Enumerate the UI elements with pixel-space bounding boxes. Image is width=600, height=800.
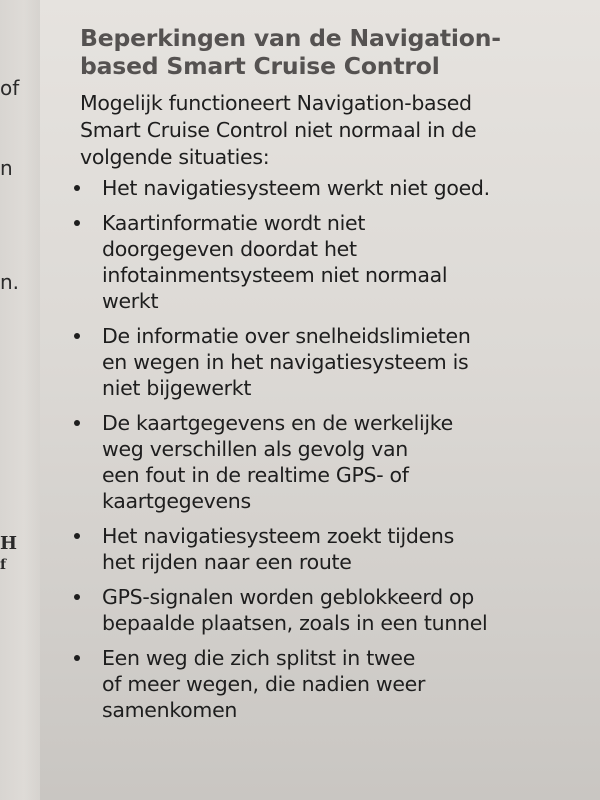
list-item-line: De kaartgegevens en de werkelijke [102,411,453,435]
bullet-icon [74,220,80,226]
adjacent-page-edge [0,0,40,800]
list-item-line: een fout in de realtime GPS- of [102,463,409,487]
list-item [80,410,595,514]
intro-paragraph [80,90,595,171]
bullet-icon [74,420,80,426]
list-item-line: De informatie over snelheidslimieten [102,324,471,348]
list-item-line: niet bijgewerkt [102,376,252,400]
left-page-fragment: n [0,156,13,180]
manual-section [80,24,595,732]
intro-line: volgende situaties: [80,145,270,169]
list-item-line: GPS-signalen worden geblokkeerd op [102,585,474,609]
list-item [80,645,595,723]
list-item-line: Het navigatiesysteem werkt niet goed. [102,176,490,200]
list-item-line: Het navigatiesysteem zoekt tijdens [102,524,454,548]
bullet-icon [74,333,80,339]
section-title-line-2: based Smart Cruise Control [80,52,440,80]
bullet-icon [74,594,80,600]
list-item-line: samenkomen [102,698,238,722]
bullet-icon [74,533,80,539]
intro-line: Mogelijk functioneert Navigation-based [80,91,472,115]
list-item [80,175,595,201]
list-item-line: het rijden naar een route [102,550,352,574]
list-item [80,523,595,575]
list-item-line: Kaartinformatie wordt niet [102,211,366,235]
list-item [80,584,595,636]
list-item-line: Een weg die zich splitst in twee [102,646,416,670]
list-item-line: weg verschillen als gevolg van [102,437,408,461]
list-item-line: werkt [102,289,159,313]
section-title [80,24,595,80]
list-item-line: en wegen in het navigatiesysteem is [102,350,469,374]
left-page-fragment: of [0,76,20,100]
list-item-line: bepaalde plaatsen, zoals in een tunnel [102,611,488,635]
list-item-line: doorgegeven doordat het [102,237,357,261]
left-page-fragment: H [0,533,18,554]
left-page-fragment: f [0,557,7,573]
bullet-icon [74,185,80,191]
intro-line: Smart Cruise Control niet normaal in de [80,118,477,142]
limitations-list [80,175,595,723]
list-item-line: of meer wegen, die nadien weer [102,672,426,696]
list-item [80,210,595,314]
list-item-line: kaartgegevens [102,489,251,513]
section-title-line-1: Beperkingen van de Navigation- [80,24,501,52]
list-item-line: infotainmentsysteem niet normaal [102,263,448,287]
list-item [80,323,595,401]
bullet-icon [74,655,80,661]
left-page-fragment: n. [0,270,20,294]
